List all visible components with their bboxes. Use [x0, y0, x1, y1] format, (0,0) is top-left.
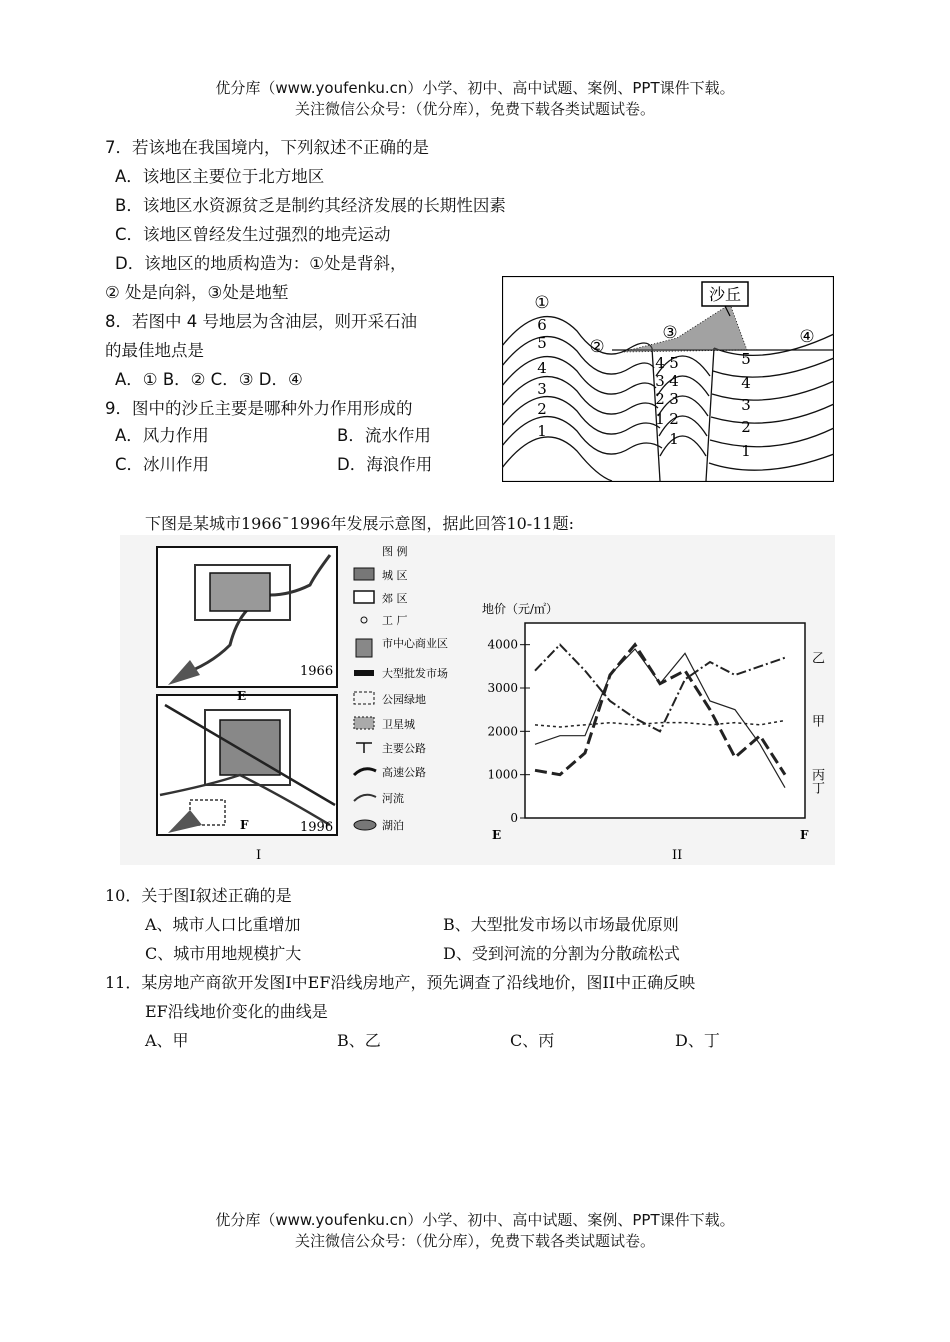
legend-suburb: 郊 区 [382, 592, 408, 605]
point-1: ① [534, 293, 550, 313]
q7-option-d-line1: D．该地区的地质构造为：①处是背斜， [115, 254, 407, 273]
q9-option-d: D．海浪作用 [337, 455, 433, 474]
chart-x-label-e: E [492, 828, 502, 842]
legend-title: 图 例 [382, 545, 408, 558]
y-tick-label: 2000 [487, 724, 518, 739]
layer-mid-b-4: 4 [669, 372, 679, 390]
legend-cbd: 市中心商业区 [382, 637, 448, 650]
city-development-figure [120, 535, 835, 865]
q7-stem: 7．若该地在我国境内，下列叙述不正确的是 [105, 138, 429, 157]
q11-option-a: A、甲 [145, 1031, 189, 1050]
legend-river: 河流 [382, 792, 404, 805]
map-year-1966: 1966 [300, 664, 334, 679]
layer-mid-b-3: 3 [669, 390, 679, 408]
layer-left-4: 4 [537, 359, 547, 377]
map-caption: I [256, 848, 262, 863]
footer-line-1: 优分库（www.youfenku.cn）小学、初中、高中试题、案例、PPT课件下载。 [215, 1211, 735, 1229]
layer-left-2: 2 [537, 400, 547, 418]
q7-option-d-line2: ② 处是向斜，③处是地堑 [105, 283, 289, 302]
series-label-3: 丙 [812, 768, 826, 784]
q7-option-c: C．该地区曾经发生过强烈的地壳运动 [115, 225, 391, 244]
header-line-2: 关注微信公众号：（优分库），免费下载各类试题试卷。 [294, 100, 655, 118]
q10-option-a: A、城市人口比重增加 [145, 915, 301, 934]
layer-right-3: 3 [741, 396, 751, 414]
q9-option-c: C．冰川作用 [115, 455, 210, 474]
legend-lake: 湖泊 [382, 819, 404, 832]
figure-intro: 下图是某城市1966¯1996年发展示意图，据此回答10-11题: [145, 514, 574, 533]
q8-stem-line1: 8．若图中 4 号地层为含油层，则开采石油 [105, 312, 417, 331]
layer-mid-a-3: 3 [655, 372, 665, 390]
q11-stem-line1: 11．某房地产商欲开发图Ⅰ中EF沿线房地产，预先调查了沿线地价，图II中正确反映 [105, 973, 696, 992]
layer-left-1: 1 [537, 422, 547, 440]
layer-right-1: 1 [741, 442, 751, 460]
layer-mid-b-1: 1 [669, 430, 679, 448]
dune-label: 沙丘 [708, 285, 742, 304]
q7-option-b: B．该地区水资源贫乏是制约其经济发展的长期性因素 [115, 196, 506, 215]
layer-left-5: 5 [537, 334, 547, 352]
geology-cross-section [502, 276, 834, 482]
layer-mid-a-4: 4 [655, 354, 665, 372]
header-line-1: 优分库（www.youfenku.cn）小学、初中、高中试题、案例、PPT课件下载。 [215, 79, 735, 97]
footer-line-2: 关注微信公众号：（优分库），免费下载各类试题试卷。 [294, 1232, 655, 1250]
q9-stem: 9．图中的沙丘主要是哪种外力作用形成的 [105, 399, 413, 418]
series-label-2: 乙 [812, 651, 826, 667]
q10-option-d: D、受到河流的分割为分散疏松式 [443, 944, 680, 963]
legend-park: 公园绿地 [382, 693, 426, 706]
legend-main-road: 主要公路 [382, 742, 426, 755]
q11-option-b: B、乙 [337, 1031, 381, 1050]
y-tick-label: 0 [510, 811, 518, 825]
legend-highway: 高速公路 [382, 766, 426, 779]
chart-x-label-f: F [800, 828, 809, 842]
q11-option-c: C、丙 [510, 1031, 555, 1050]
q11-option-d: D、丁 [675, 1031, 720, 1050]
map-point-f: F [240, 818, 249, 832]
chart-ylabel: 地价（元/㎡） [482, 602, 559, 616]
series-label-4: 丁 [812, 781, 826, 797]
legend-satellite-town: 卫星城 [382, 718, 415, 731]
layer-right-4: 4 [741, 374, 751, 392]
legend-wholesale-market: 大型批发市场 [382, 667, 448, 680]
q11-stem-line2: EF沿线地价变化的曲线是 [145, 1002, 328, 1021]
q7-option-a: A．该地区主要位于北方地区 [115, 167, 325, 186]
y-tick-label: 3000 [487, 681, 518, 695]
legend-factory: 工 厂 [382, 614, 408, 627]
layer-mid-b-5: 5 [669, 354, 679, 372]
map-year-1996: 1996 [300, 820, 334, 835]
map-point-e: E [237, 689, 247, 703]
layer-left-3: 3 [537, 380, 547, 398]
layer-right-2: 2 [741, 418, 751, 436]
y-tick-label: 1000 [487, 767, 518, 782]
layer-mid-a-2: 2 [655, 390, 665, 408]
q10-option-c: C、城市用地规模扩大 [145, 944, 302, 963]
layer-mid-b-2: 2 [669, 410, 679, 428]
series-label-1: 甲 [812, 714, 826, 730]
chart-caption: II [672, 848, 683, 863]
point-3: ③ [662, 323, 678, 343]
legend-urban: 城 区 [382, 569, 408, 582]
q10-stem: 10．关于图Ⅰ叙述正确的是 [105, 886, 292, 905]
y-tick-label: 4000 [487, 637, 518, 652]
layer-left-6: 6 [537, 316, 547, 334]
layer-right-5: 5 [741, 350, 751, 368]
q9-option-a: A．风力作用 [115, 426, 209, 445]
q8-options: A．① B．② C．③ D．④ [115, 370, 303, 389]
q10-option-b: B、大型批发市场以市场最优原则 [443, 915, 679, 934]
layer-mid-a-1: 1 [655, 410, 665, 428]
point-2: ② [589, 337, 605, 357]
point-4: ④ [799, 327, 815, 347]
q8-stem-line2: 的最佳地点是 [105, 341, 204, 360]
q9-option-b: B．流水作用 [337, 426, 431, 445]
